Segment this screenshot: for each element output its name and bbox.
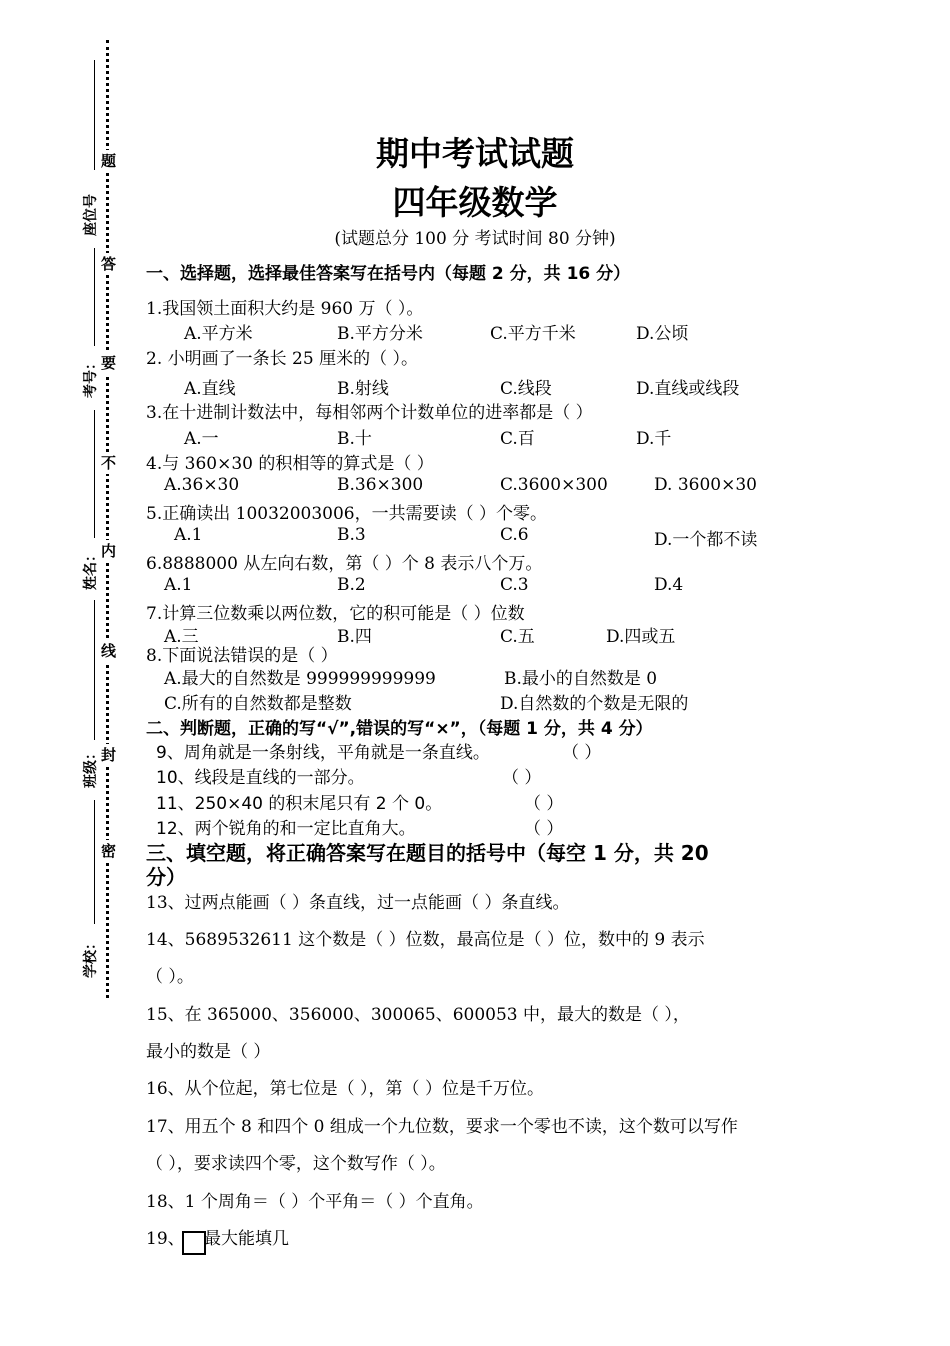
option-3c: C.百 [500,429,535,449]
option-2c: C.线段 [500,379,552,399]
fill-17: 17、用五个 8 和四个 0 组成一个九位数，要求一个零也不读，这个数可以写作 [146,1117,738,1137]
option-6d: D.4 [654,575,684,595]
question-6-stem: 6.8888000 从左向右数，第（ ）个 8 表示八个万。 [146,554,543,574]
option-1b: B.平方分米 [337,324,423,344]
fill-16: 16、从个位起，第七位是（ ），第（ ）位是千万位。 [146,1079,544,1099]
option-6c: C.3 [500,575,529,595]
blank-box [182,1231,206,1255]
judge-9-blank: （ ） [562,743,602,763]
option-8a: A.最大的自然数是 999999999999 [164,669,436,689]
section1-heading: 一、选择题，选择最佳答案写在括号内（每题 2 分，共 16 分） [146,264,631,284]
option-7b: B.四 [337,627,372,647]
option-7c: C.五 [500,627,535,647]
seal-char: 不 [101,454,117,472]
option-3a: A.一 [184,429,219,449]
option-8b: B.最小的自然数是 0 [504,669,658,689]
fill-13: 13、过两点能画（ ）条直线，过一点能画（ ）条直线。 [146,893,570,913]
question-8-stem: 8.下面说法错误的是（ ） [146,646,338,666]
option-6a: A.1 [164,575,193,595]
question-7-stem: 7.计算三位数乘以两位数，它的积可能是（ ）位数 [146,604,525,624]
question-1-stem: 1.我国领土面积大约是 960 万（ ）。 [146,299,424,319]
seal-char: 线 [101,642,117,660]
question-2-stem: 2. 小明画了一条长 25 厘米的（ ）。 [146,349,418,369]
option-1c: C.平方千米 [490,324,576,344]
question-3-stem: 3.在十进制计数法中，每相邻两个计数单位的进率都是（ ） [146,403,593,423]
school-label: 学校： [83,936,99,978]
judge-12-blank: （ ） [524,819,564,839]
judge-11-text: 11、250×40 的积末尾只有 2 个 0。 [156,794,443,814]
name-line [94,410,95,538]
seat-number-label: 座位号 [83,194,99,236]
class-label: 班级： [83,746,99,788]
judge-11-blank: （ ） [524,794,564,814]
seal-char: 封 [101,746,117,764]
judge-10-blank: （ ） [502,768,542,788]
fill-18: 18、1 个周角＝（ ）个平角＝（ ）个直角。 [146,1192,484,1212]
section2-heading: 二、判断题，正确的写“√”,错误的写“×”，（每题 1 分，共 4 分） [146,719,653,739]
fill-19: 19、 [146,1229,185,1249]
school-line [94,800,95,924]
option-5b: B.3 [337,525,366,545]
exam-info: (试题总分 100 分 考试时间 80 分钟) [334,229,616,249]
fill-14-cont: （ ）。 [146,967,194,987]
option-2b: B.射线 [337,379,389,399]
exam-number-label: 考号： [83,356,99,398]
seal-char: 答 [101,255,117,273]
option-7d: D.四或五 [606,627,676,647]
question-4-stem: 4.与 360×30 的积相等的算式是（ ） [146,454,434,474]
option-4a: A.36×30 [164,475,240,495]
option-3d: D.千 [636,429,672,449]
judge-10-text: 10、线段是直线的一部分。 [156,768,365,788]
exam-title: 期中考试试题 [376,134,574,173]
fill-15-cont: 最小的数是（ ） [146,1042,271,1062]
fill-15: 15、在 365000、356000、300065、600053 中，最大的数是（ ）， [146,1005,690,1025]
name-label: 姓名： [83,548,99,590]
section3-heading-line1: 三、填空题，将正确答案写在题目的括号中（每空 1 分，共 20 [146,841,709,865]
class-line [94,600,95,740]
judge-12-text: 12、两个锐角的和一定比直角大。 [156,819,416,839]
question-5-stem: 5.正确读出 10032003006，一共需要读（ ）个零。 [146,504,548,524]
option-5c: C.6 [500,525,529,545]
option-2a: A.直线 [184,379,236,399]
option-8c: C.所有的自然数都是整数 [164,694,352,714]
option-5d: D.一个都不读 [654,530,758,550]
option-8d: D.自然数的个数是无限的 [500,694,689,714]
judge-9-text: 9、周角就是一条射线，平角就是一条直线。 [156,743,490,763]
fill-19-text: 最大能填几 [204,1229,289,1249]
fill-17-cont: （ ），要求读四个零，这个数写作（ ）。 [146,1154,446,1174]
option-1d: D.公顷 [636,324,689,344]
exam-number-line [94,248,95,346]
option-1a: A.平方米 [184,324,253,344]
option-4c: C.3600×300 [500,475,608,495]
seal-char: 密 [101,842,117,860]
option-2d: D.直线或线段 [636,379,740,399]
option-7a: A.三 [164,627,199,647]
option-4d: D. 3600×30 [654,475,757,495]
seal-char: 内 [101,542,117,560]
section3-heading-line2: 分） [146,865,186,889]
seal-char: 要 [101,354,117,372]
fill-14: 14、5689532611 这个数是（ ）位数，最高位是（ ）位，数中的 9 表示 [146,930,705,950]
seal-char: 题 [101,152,117,170]
option-6b: B.2 [337,575,366,595]
option-4b: B.36×300 [337,475,424,495]
option-5a: A.1 [174,525,203,545]
option-3b: B.十 [337,429,372,449]
exam-subtitle: 四年级数学 [392,183,558,222]
